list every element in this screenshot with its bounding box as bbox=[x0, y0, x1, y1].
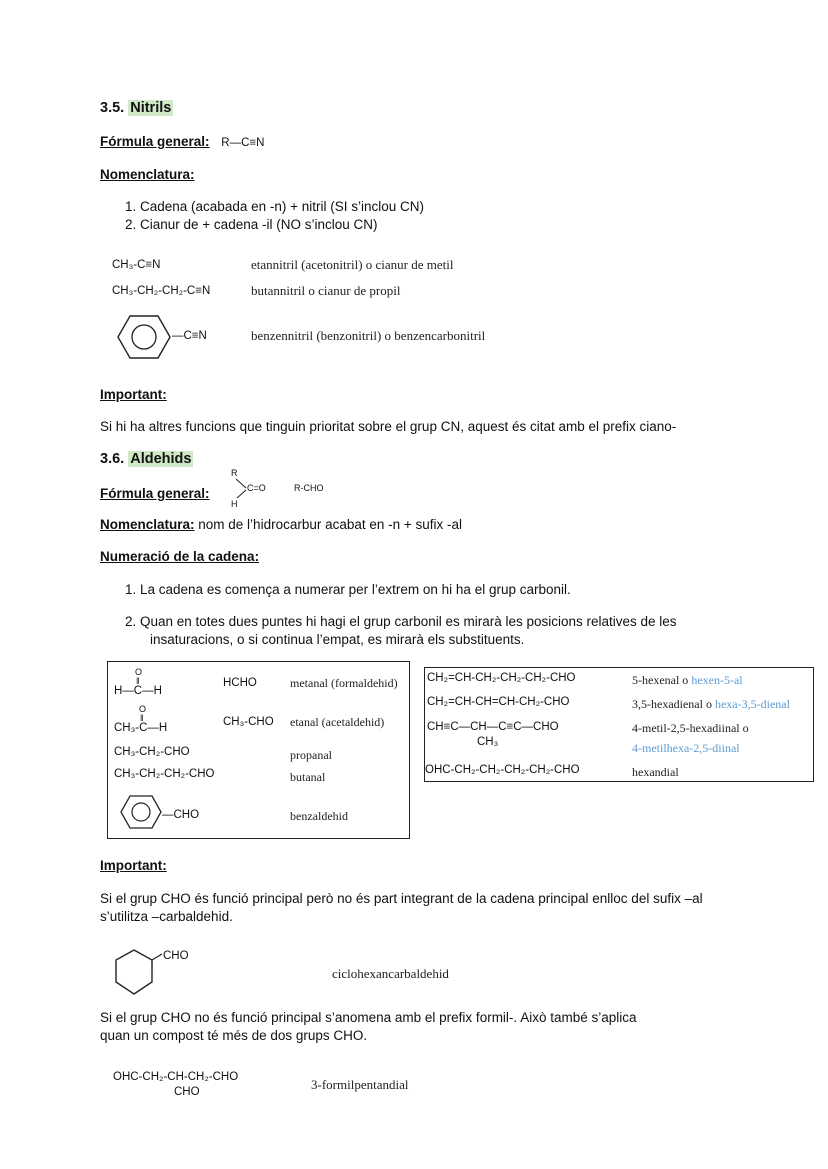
formyl-structure: OHC-CH₂-CH-CH₂-CHO bbox=[113, 1071, 239, 1083]
numbering-rule-2-cont: insaturacions, o si continua l’empat, es mirarà els substituents. bbox=[150, 632, 525, 647]
numbering-rule-2: 2. Quan en totes dues puntes hi hagi el grup carbonil es mirarà les posicions relatives de les bbox=[125, 614, 677, 629]
section-heading-aldehids bbox=[100, 451, 193, 467]
compound-name: propanal bbox=[290, 748, 332, 762]
aldehyde-formula-h: H bbox=[231, 499, 238, 509]
heading-number: 3.5. bbox=[100, 100, 125, 116]
compound-name bbox=[632, 697, 790, 712]
formula-label: Fórmula general: bbox=[100, 134, 210, 149]
carbonyl-oxygen: O bbox=[135, 667, 143, 677]
compound-name bbox=[632, 673, 743, 688]
compound-name: benzaldehid bbox=[290, 809, 348, 823]
nomenclature-label: Nomenclatura: bbox=[100, 167, 195, 182]
name-iupac: hexen-5-al bbox=[691, 673, 743, 687]
benzaldehyde-group: —CHO bbox=[162, 809, 200, 821]
compound-name: butanal bbox=[290, 770, 326, 784]
aldehyde-examples-table-left bbox=[107, 661, 410, 839]
benzene-ring-icon bbox=[120, 795, 162, 829]
numbering-rule-1: 1. La cadena es comença a numerar per l’extrem on hi ha el grup carbonil. bbox=[125, 582, 571, 597]
structure-formula: CH₃-CH₂-CHO bbox=[114, 746, 190, 758]
nitrile-example-name: etannitril (acetonitril) o cianur de metil bbox=[251, 257, 454, 272]
nitrile-example-formula: CH₃-CH₂-CH₂-C≡N bbox=[112, 285, 211, 297]
formula-general-row bbox=[100, 134, 264, 149]
double-bond: ‖ bbox=[140, 713, 144, 723]
compound-name: metanal (formaldehid) bbox=[290, 676, 398, 690]
aldehyde-formula-co: C=O bbox=[247, 483, 266, 493]
important-text-line-1: Si el grup CHO és funció principal però no és part integrant de la cadena principal enlloc del sufix –al bbox=[100, 891, 703, 906]
structure-formula: OHC-CH₂-CH₂-CH₂-CH₂-CHO bbox=[425, 764, 580, 776]
structure-formula: CH≡C—CH—C≡C—CHO bbox=[427, 721, 559, 733]
nitrile-rule-2: 2. Cianur de + cadena -il (NO s’inclou CN) bbox=[125, 217, 378, 232]
benzene-ring-icon bbox=[116, 314, 172, 360]
numbering-label: Numeració de la cadena: bbox=[100, 549, 260, 564]
methyl-substituent: CH₃ bbox=[477, 736, 499, 748]
formula-label: Fórmula general: bbox=[100, 486, 210, 501]
formyl-compound-name: 3-formilpentandial bbox=[311, 1077, 409, 1092]
short-formula: CH₃-CHO bbox=[223, 716, 274, 728]
compound-name: etanal (acetaldehid) bbox=[290, 715, 385, 729]
nitrile-general-formula: R—C≡N bbox=[221, 137, 265, 149]
heading-title: Nitrils bbox=[130, 100, 172, 116]
name-traditional: 5-hexenal o bbox=[632, 673, 692, 687]
nitrile-example-name: butannitril o cianur de propil bbox=[251, 283, 401, 298]
formyl-text-line-1: Si el grup CHO no és funció principal s’anomena amb el prefix formil-. Això també s’aplica bbox=[100, 1010, 637, 1025]
nitrile-rule-1: 1. Cadena (acabada en -n) + nitril (SI s’inclou CN) bbox=[125, 199, 425, 214]
formyl-substituent: CHO bbox=[174, 1086, 200, 1098]
name-iupac: hexa-3,5-dienal bbox=[714, 697, 790, 711]
double-bond: ‖ bbox=[136, 676, 140, 686]
important-text: Si hi ha altres funcions que tinguin prioritat sobre el grup CN, aquest és citat amb el prefix ciano- bbox=[100, 419, 677, 434]
nomenclature-row bbox=[100, 517, 462, 532]
important-label: Important: bbox=[100, 387, 167, 402]
benzonitrile-group: —C≡N bbox=[172, 330, 207, 342]
name-traditional: 3,5-hexadienal o bbox=[632, 697, 715, 711]
heading-number: 3.6. bbox=[100, 451, 125, 467]
nitrile-example-name: benzennitril (benzonitril) o benzencarbonitril bbox=[251, 328, 486, 343]
carbonyl-oxygen: O bbox=[139, 704, 147, 714]
nomenclature-text: nom de l’hidrocarbur acabat en -n + sufix -al bbox=[194, 517, 463, 532]
section-heading-nitrils bbox=[100, 100, 173, 116]
compound-name: 4-metil-2,5-hexadiinal o bbox=[632, 721, 749, 735]
aldehyde-examples-table-right bbox=[424, 667, 814, 782]
heading-title: Aldehids bbox=[130, 451, 192, 467]
cyclo-compound-name: ciclohexancarbaldehid bbox=[332, 966, 449, 981]
compound-name: hexandial bbox=[632, 765, 679, 779]
structure-formula: CH₂=CH-CH=CH-CH₂-CHO bbox=[427, 696, 570, 708]
aldehyde-formula-alt: R-CHO bbox=[294, 483, 324, 493]
short-formula: HCHO bbox=[223, 677, 257, 689]
nitrile-example-formula: CH₃-C≡N bbox=[112, 259, 161, 271]
structure-formula: CH₃-CH₂-CH₂-CHO bbox=[114, 768, 215, 780]
important-text-line-2: s’utilitza –carbaldehid. bbox=[100, 909, 233, 924]
important-label: Important: bbox=[100, 858, 167, 873]
structure-formula: H—C—H bbox=[114, 685, 162, 697]
cyclo-cho-group: CHO bbox=[163, 950, 189, 962]
aldehyde-formula-r: R bbox=[231, 468, 238, 478]
name-iupac: 4-metilhexa-2,5-diinal bbox=[632, 741, 740, 755]
structure-formula: CH₃-C—H bbox=[114, 722, 168, 734]
formyl-text-line-2: quan un compost té més de dos grups CHO. bbox=[100, 1028, 368, 1043]
nomenclature-label: Nomenclatura: bbox=[100, 517, 195, 532]
structure-formula: CH₂=CH-CH₂-CH₂-CH₂-CHO bbox=[427, 672, 576, 684]
